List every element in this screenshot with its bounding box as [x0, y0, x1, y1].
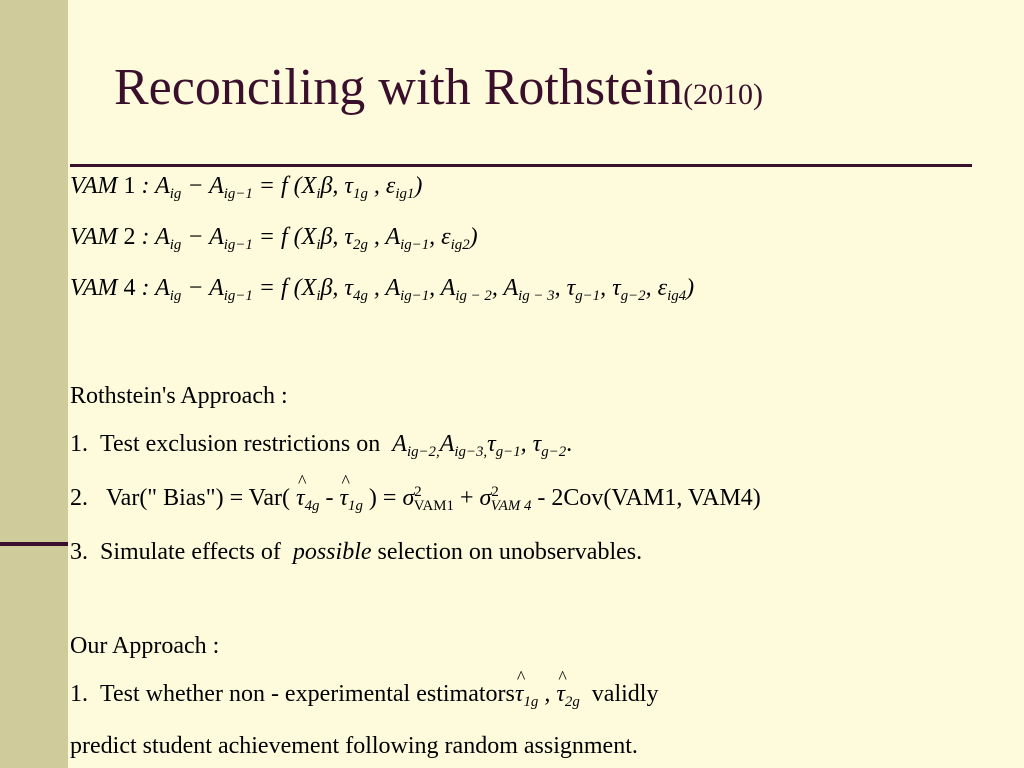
- slide-title: [114, 59, 764, 116]
- our-item-1: [70, 681, 659, 711]
- item-emphasis: possible: [292, 539, 372, 565]
- title-divider: [70, 164, 972, 167]
- our-approach-heading: Our Approach :: [70, 633, 220, 659]
- item-number: 1.: [70, 431, 88, 457]
- item-text: Test whether non - experimental estimators: [100, 681, 515, 707]
- title-year: (2010): [683, 78, 764, 111]
- rothstein-heading: Rothstein's Approach :: [70, 383, 288, 409]
- item-number: 1.: [70, 681, 88, 707]
- item-number: 2.: [70, 485, 88, 511]
- sidebar-accent-rule: [0, 542, 68, 546]
- left-sidebar-band: [0, 0, 68, 768]
- item-text-before: Simulate effects of: [100, 539, 281, 565]
- item-text: Test exclusion restrictions on: [100, 431, 381, 457]
- item-text-after: selection on unobservables.: [377, 539, 643, 565]
- equation-vam4: VAM 4 : $A_{ig} - A_{ig-1} = f$ ($X_i\beta$, $\tau_{4g}$ , $A_{ig-1}$, $A_{ig - 2}$, $A_{ig - 3}$, $\tau_{g-1}$, $\tau_{g-2}$, $\varepsilon_{ig4}$): [70, 275, 695, 305]
- item-tail: validly: [591, 681, 659, 707]
- rothstein-item-3: [70, 540, 642, 564]
- rothstein-item-2: 2. Var(" Bias") = Var( ^ $\tau_{4g}$ - ^ $\tau_{1g}$ ) = $\sigma^2_{VAM1} + \sigma^2_{VAM 4} - 2Cov(VAM1$, VAM4): [70, 486, 761, 510]
- estimator-symbols: ^ $\tau_{1g}$ , ^ $\tau_{2g}$: [515, 681, 580, 707]
- equation-vam2: VAM 2 : $A_{ig} - A_{ig-1} = f$ ($X_i\beta$, $\tau_{2g}$ , $A_{ig-1}$, $\varepsilon_{ig2}$): [70, 224, 478, 254]
- rothstein-item-1: 1. Test exclusion restrictions on $A_{ig-2,}A_{ig-3,}\tau_{g-1}$, $\tau_{g-2}$.: [70, 431, 573, 461]
- title-text: Reconciling with Rothstein: [114, 59, 684, 116]
- equation-vam1: VAM 1 : $A_{ig} - A_{ig-1} = f$ ($X_i\beta$, $\tau_{1g}$ , $\varepsilon_{ig1}$): [70, 173, 423, 203]
- item-number: 3.: [70, 539, 88, 565]
- exclusion-variables: $A_{ig-2,}A_{ig-3,}\tau_{g-1}$, $\tau_{g-2}$: [392, 431, 567, 461]
- our-item-1-continuation: predict student achievement following random assignment.: [70, 733, 638, 759]
